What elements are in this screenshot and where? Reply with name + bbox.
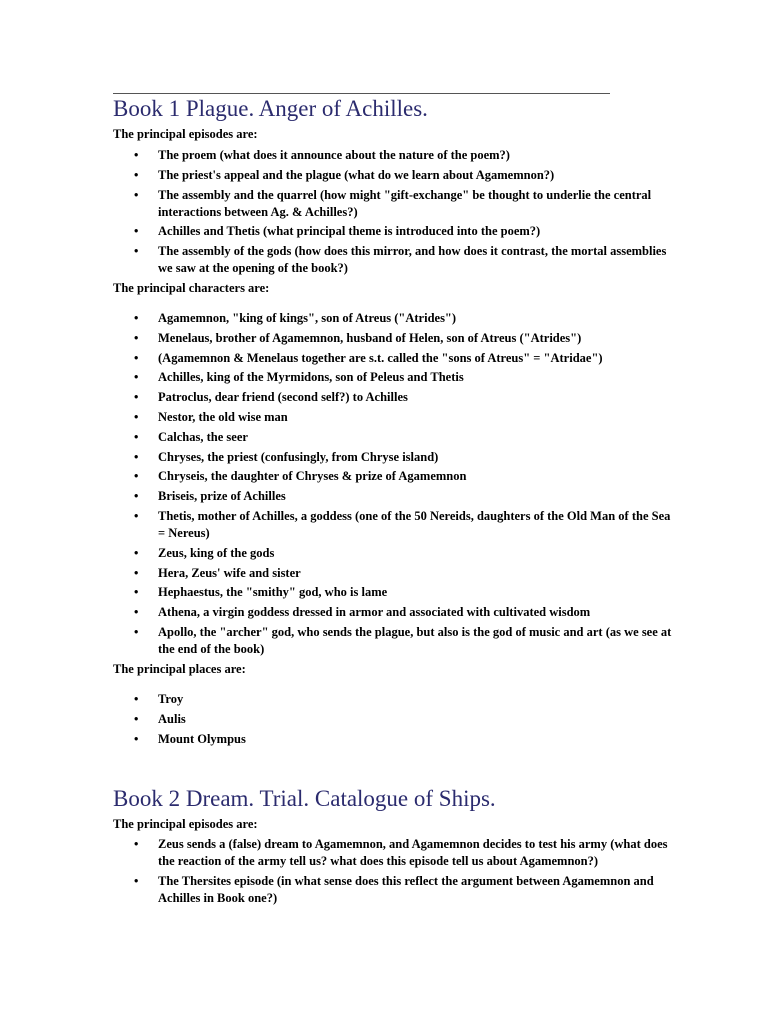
- bullet-icon: •: [134, 585, 139, 600]
- list-item: • Thetis, mother of Achilles, a goddess (one of the 50 Nereids, daughters of the Old Man of the Sea = Nereus): [134, 508, 671, 540]
- book2-heading: Book 2 Dream. Trial. Catalogue of Ships.: [113, 786, 496, 811]
- list-item: • Agamemnon, "king of kings", son of Atreus ("Atrides"): [134, 311, 457, 325]
- list-item: • Nestor, the old wise man: [134, 409, 288, 424]
- list-item: • Athena, a virgin goddess dressed in armor and associated with cultivated wisdom: [134, 605, 591, 620]
- bullet-icon: •: [134, 167, 139, 182]
- bullet-icon: •: [134, 565, 139, 580]
- list-item: • The Thersites episode (in what sense does this reflect the argument between Agamemnon and Achilles in Book one?): [134, 873, 654, 905]
- bullet-icon: •: [134, 311, 139, 325]
- bullet-icon: •: [134, 624, 139, 639]
- bullet-icon: •: [134, 508, 139, 523]
- bullet-icon: •: [134, 489, 139, 504]
- book1-episodes-list: [113, 147, 673, 280]
- list-item: • Zeus sends a (false) dream to Agamemnon, and Agamemnon decides to test his army (what does the reaction of the army tell us? what does this episode tell us about Agamemnon?): [134, 837, 668, 868]
- book1-places-list: [113, 691, 673, 750]
- book1-characters-label: The principal characters are:: [113, 281, 270, 295]
- bullet-icon: •: [134, 224, 139, 239]
- list-item: • Apollo, the "archer" god, who sends the plague, but also is the god of music and art (as we see at the end of the book): [134, 624, 672, 656]
- bullet-icon: •: [134, 837, 139, 851]
- book1-places-label: The principal places are:: [113, 662, 246, 676]
- list-item: • Hephaestus, the "smithy" god, who is lame: [134, 585, 388, 600]
- book1-heading: Book 1 Plague. Anger of Achilles.: [113, 96, 428, 121]
- book2-episodes-label: The principal episodes are:: [113, 817, 258, 831]
- list-item: • The proem (what does it announce about the nature of the poem?): [134, 148, 510, 162]
- bullet-icon: •: [134, 605, 139, 620]
- list-item: • Achilles, king of the Myrmidons, son of Peleus and Thetis: [134, 370, 464, 385]
- bullet-icon: •: [134, 711, 139, 726]
- list-item: • Menelaus, brother of Agamemnon, husband of Helen, son of Atreus ("Atrides"): [134, 330, 582, 345]
- list-item: • Calchas, the seer: [134, 429, 248, 444]
- bullet-icon: •: [134, 731, 139, 746]
- list-item: • The priest's appeal and the plague (what do we learn about Agamemnon?): [134, 167, 555, 182]
- bullet-icon: •: [134, 545, 139, 560]
- bullet-icon: •: [134, 692, 139, 706]
- list-item: • Hera, Zeus' wife and sister: [134, 565, 301, 580]
- list-item: • The assembly and the quarrel (how might "gift-exchange" be thought to underlie the central interactions between Ag. & Achilles?): [134, 187, 652, 219]
- list-item: • The assembly of the gods (how does this mirror, and how does it contrast, the mortal assemblies we saw at the opening of the book?): [134, 244, 667, 276]
- list-item: • Troy: [134, 692, 184, 706]
- bullet-icon: •: [134, 187, 139, 202]
- list-item: • Chryseis, the daughter of Chryses & prize of Agamemnon: [134, 469, 467, 484]
- bullet-icon: •: [134, 370, 139, 385]
- bullet-icon: •: [134, 350, 139, 365]
- horizontal-rule: [113, 93, 610, 94]
- bullet-icon: •: [134, 449, 139, 464]
- list-item: • (Agamemnon & Menelaus together are s.t. called the "sons of Atreus" = "Atridae"): [134, 350, 603, 365]
- bullet-icon: •: [134, 390, 139, 405]
- list-item: • Patroclus, dear friend (second self?) to Achilles: [134, 390, 408, 405]
- bullet-icon: •: [134, 469, 139, 484]
- bullet-icon: •: [134, 429, 139, 444]
- bullet-icon: •: [134, 330, 139, 345]
- list-item: • Aulis: [134, 711, 186, 726]
- list-item: • Mount Olympus: [134, 731, 246, 746]
- bullet-icon: •: [134, 244, 139, 259]
- bullet-icon: •: [134, 148, 139, 162]
- bullet-icon: •: [134, 409, 139, 424]
- book1-episodes-label: The principal episodes are:: [113, 127, 258, 141]
- list-item: • Briseis, prize of Achilles: [134, 489, 286, 504]
- bullet-icon: •: [134, 873, 139, 888]
- list-item: • Chryses, the priest (confusingly, from Chryse island): [134, 449, 439, 464]
- book1-characters-list: [113, 310, 673, 661]
- book2-episodes-list: [113, 836, 673, 910]
- list-item: • Achilles and Thetis (what principal theme is introduced into the poem?): [134, 224, 541, 239]
- list-item: • Zeus, king of the gods: [134, 545, 275, 560]
